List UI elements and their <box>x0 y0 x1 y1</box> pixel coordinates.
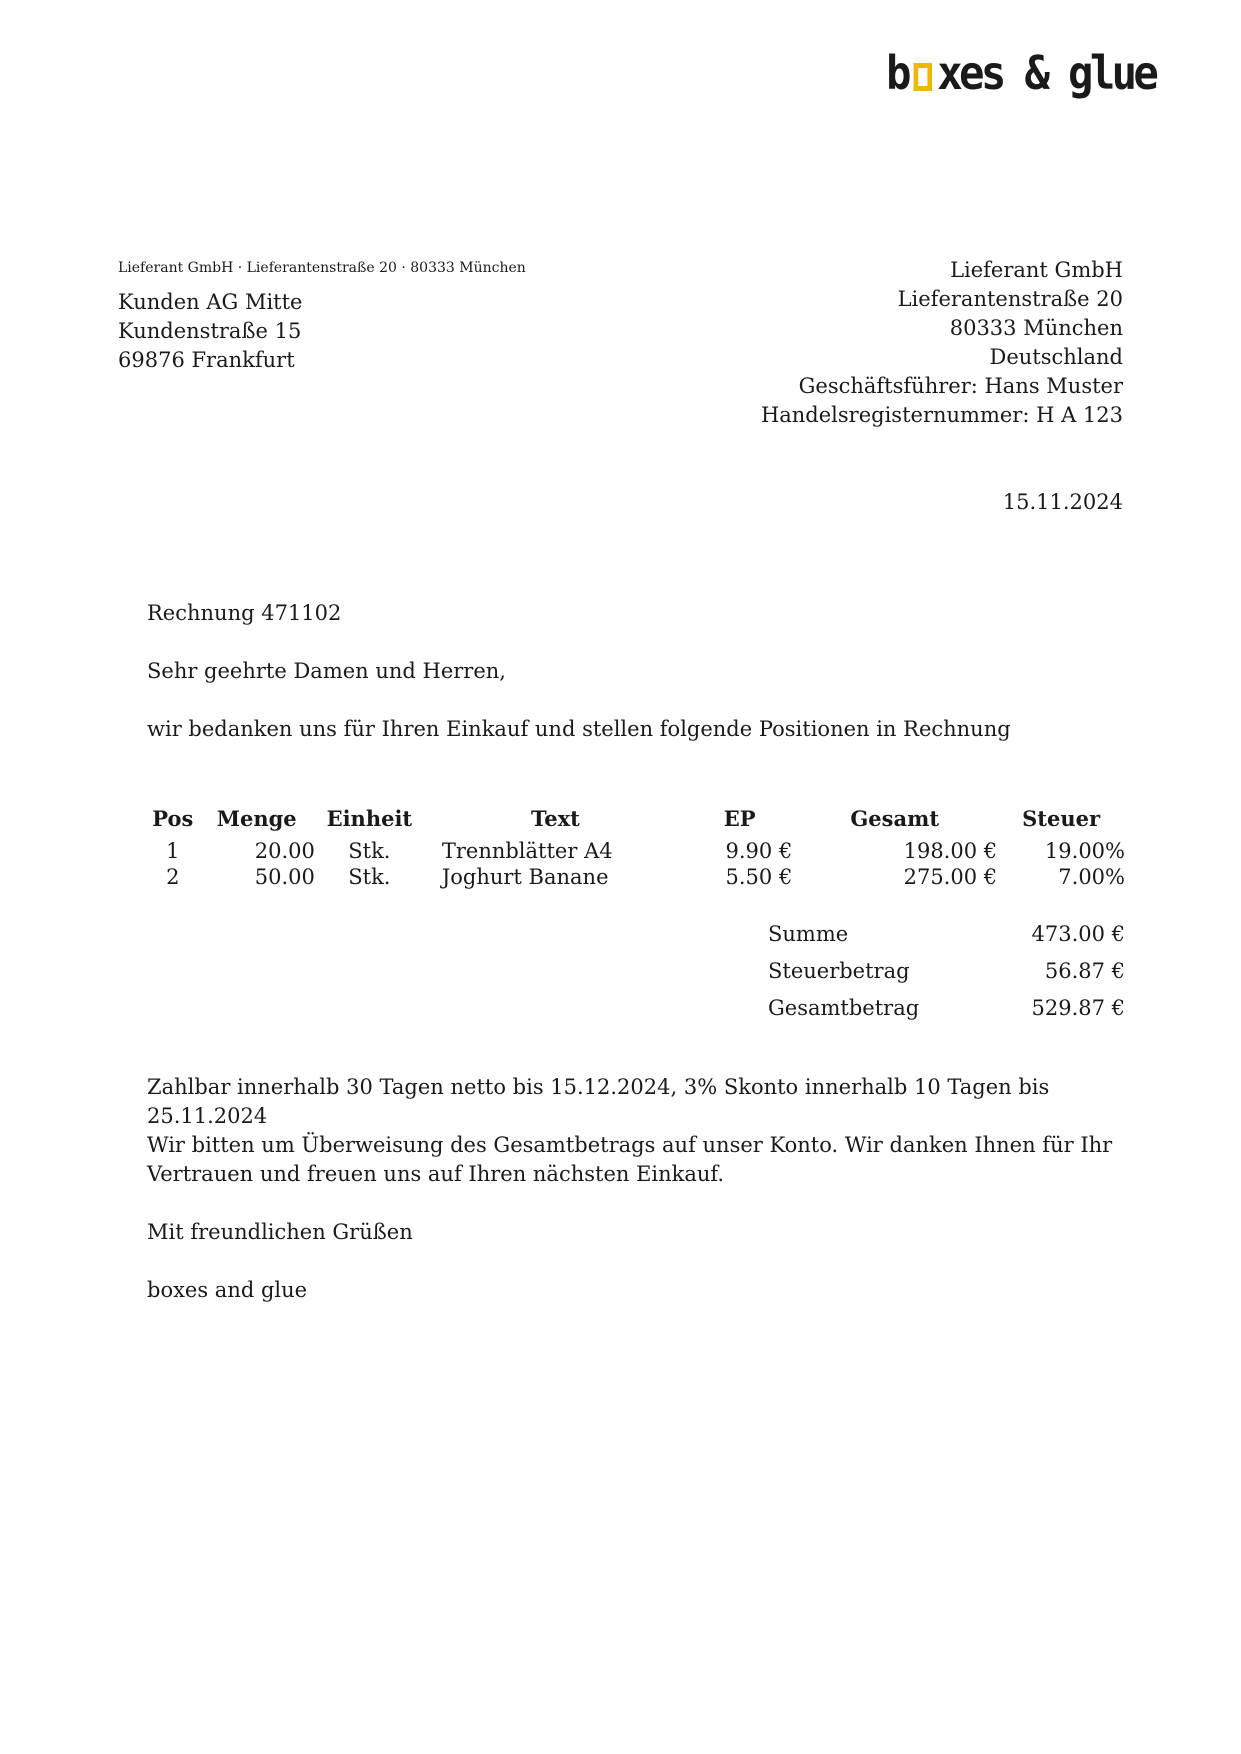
totals-value: 529.87 € <box>1031 996 1125 1020</box>
supplier-street: Lieferantenstraße 20 <box>897 287 1123 311</box>
transfer-request-line-1: Wir bitten um Überweisung des Gesamtbetrags auf unser Konto. Wir danken Ihnen für Ihr <box>147 1133 1113 1157</box>
invoice-date: 15.11.2024 <box>1002 490 1123 514</box>
cell-pos: 1 <box>166 839 180 863</box>
cell-ep: 9.90 € <box>725 839 793 863</box>
totals-label: Steuerbetrag <box>768 959 910 983</box>
totals-row-summe <box>768 916 1125 953</box>
cell-steuer: 19.00% <box>1044 839 1125 863</box>
transfer-request-line-2: Vertrauen und freuen uns auf Ihren nächsten Einkauf. <box>147 1162 725 1186</box>
sender-return-address: Lieferant GmbH · Lieferantenstraße 20 · 80333 München <box>118 260 526 276</box>
recipient-name: Kunden AG Mitte <box>118 290 303 314</box>
cell-menge: 50.00 <box>254 865 315 889</box>
recipient-street: Kundenstraße 15 <box>118 319 302 343</box>
cell-einheit: Stk. <box>348 865 391 889</box>
invoice-subject: Rechnung 471102 <box>147 601 342 625</box>
header-einheit: Einheit <box>326 806 413 831</box>
invoice-totals <box>768 916 1125 1027</box>
supplier-country: Deutschland <box>989 345 1123 369</box>
cell-text: Trennblätter A4 <box>441 839 613 863</box>
transfer-request <box>147 1131 1127 1189</box>
header-text: Text <box>530 806 580 831</box>
supplier-name: Lieferant GmbH <box>950 258 1123 282</box>
totals-row-steuerbetrag <box>768 953 1125 990</box>
cell-steuer: 7.00% <box>1058 865 1125 889</box>
payment-terms: Zahlbar innerhalb 30 Tagen netto bis 15.12.2024, 3% Skonto innerhalb 10 Tagen bis 25.11.2024 <box>147 1075 1050 1128</box>
cell-ep: 5.50 € <box>725 865 793 889</box>
totals-value: 56.87 € <box>1044 959 1125 983</box>
supplier-address <box>761 256 1123 430</box>
salutation: Sehr geehrte Damen und Herren, <box>147 659 506 683</box>
closing-greeting: Mit freundlichen Grüßen <box>147 1220 413 1244</box>
invoice-items-table <box>147 806 1125 890</box>
logo-text-b: b <box>886 46 908 100</box>
company-logo <box>886 44 1156 102</box>
header-menge: Menge <box>216 806 297 831</box>
table-header-row <box>147 806 1125 838</box>
recipient-city: 69876 Frankfurt <box>118 348 295 372</box>
header-pos: Pos <box>152 806 194 831</box>
recipient-address <box>118 288 303 375</box>
header-steuer: Steuer <box>1022 806 1101 831</box>
signature: boxes and glue <box>147 1278 308 1302</box>
supplier-ceo: Geschäftsführer: Hans Muster <box>798 374 1123 398</box>
totals-label: Summe <box>768 922 849 946</box>
cell-menge: 20.00 <box>254 839 315 863</box>
header-ep: EP <box>723 806 756 831</box>
totals-value: 473.00 € <box>1031 922 1125 946</box>
supplier-city: 80333 München <box>949 316 1123 340</box>
header-gesamt: Gesamt <box>850 806 940 831</box>
cell-text: Joghurt Banane <box>441 865 609 889</box>
cell-gesamt: 275.00 € <box>903 865 998 889</box>
cell-gesamt: 198.00 € <box>903 839 998 863</box>
totals-label: Gesamtbetrag <box>768 996 920 1020</box>
intro-text: wir bedanken uns für Ihren Einkauf und stellen folgende Positionen in Rechnung <box>147 717 1011 741</box>
logo-accent-box <box>913 63 931 91</box>
supplier-register: Handelsregisternummer: H A 123 <box>760 403 1123 427</box>
table-row <box>147 864 1125 890</box>
cell-einheit: Stk. <box>348 839 391 863</box>
totals-row-gesamtbetrag <box>768 990 1125 1027</box>
table-row <box>147 838 1125 864</box>
logo-text-rest: xes & glue <box>937 46 1156 100</box>
cell-pos: 2 <box>166 865 180 889</box>
